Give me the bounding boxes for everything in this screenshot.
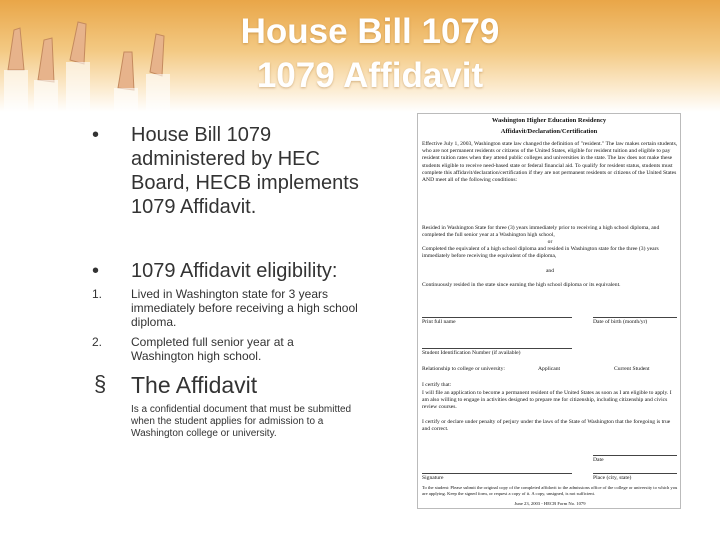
form-footer: To the student: Please submit the original copy of the completed affidavit to the admissions office of the college or university to which you are applying. Keep the signed form, or request a copy of it. A copy, unsigned, is not sufficient.	[422, 485, 678, 496]
bullet-marker: •	[92, 260, 100, 282]
label-relationship: Relationship to college or university:	[422, 366, 505, 372]
section-icon: §	[94, 371, 107, 396]
name-line	[422, 317, 572, 318]
option-current-student: Current Student	[614, 366, 650, 372]
form-certify-text: I will file an application to become a permanent resident of the United States as soon as I am eligible to apply. I am also willing to engage in activities designed to prepare me for citizenship, including citizenship and civics review courses.	[422, 390, 672, 411]
form-perjury: I certify or declare under penalty of perjury under the laws of the State of Washington that the foregoing is true and correct.	[422, 419, 671, 433]
form-or: or	[547, 239, 553, 245]
label-dob: Date of birth (month/yr)	[593, 319, 648, 325]
sid-line	[422, 348, 572, 349]
title-line-2: 1079 Affidavit	[256, 56, 484, 95]
title-line-1: House Bill 1079	[240, 12, 500, 51]
place-line	[593, 473, 677, 474]
date-line	[593, 455, 677, 456]
label-full-name: Print full name	[422, 319, 456, 325]
label-signature: Signature	[422, 475, 444, 481]
label-student-id: Student Identification Number (if available)	[422, 350, 521, 356]
eligibility-item-1: Lived in Washington state for 3 years immediately before receiving a high school diploma.	[131, 287, 358, 329]
numbered-marker: 2.	[92, 335, 103, 349]
affidavit-form-image	[417, 113, 681, 509]
eligibility-item-2: Completed full senior year at a Washington high school.	[131, 335, 294, 363]
bullet-eligibility: 1079 Affidavit eligibility:	[131, 260, 338, 282]
dob-line	[593, 317, 677, 318]
affidavit-heading: The Affidavit	[131, 372, 258, 398]
signature-line	[422, 473, 572, 474]
bullet-hb1079: House Bill 1079 administered by HEC Board, HECB implements 1079 Affidavit.	[131, 124, 359, 218]
option-applicant: Applicant	[538, 366, 561, 372]
form-number: June 23, 2003 - HECB Form No. 1079	[514, 501, 586, 506]
form-certify: I certify that:	[422, 382, 452, 388]
form-condition-2: Completed the equivalent of a high school diploma and resided in Washington state for the three (3) years immediately before receiving the equivalent of the diploma,	[422, 246, 659, 260]
form-heading-2: Affidavit/Declaration/Certification	[500, 128, 598, 135]
form-intro: Effective July 1, 2003, Washington state law changed the definition of "resident." The law makes certain students, who are not permanent residents or citizens of the United States, eligible for resident tuition and eligible to pay resident tuition rates when they attend public colleges and universities in the state. The law does not make these students eligible to receive need-based state or federal financial aid. To qualify for resident status, students must complete this affidavit/declaration/certification if they are not permanent residents or citizens of the United States AND meet all of the following conditions:	[422, 141, 678, 184]
label-date: Date	[593, 457, 604, 463]
bullet-marker: •	[92, 124, 100, 146]
form-condition-3: Continuously resided in the state since earning the high school diploma or its equivalent.	[422, 282, 621, 288]
form-condition-1: Resided in Washington State for three (3) years immediately prior to receiving a high school diploma, and completed the full senior year at a Washington high school,	[422, 225, 660, 239]
label-place: Place (city, state)	[593, 475, 632, 481]
affidavit-description: Is a confidential document that must be submitted when the student applies for admission to a Washington college or university.	[131, 404, 352, 439]
form-heading-1: Washington Higher Education Residency	[491, 117, 607, 124]
numbered-marker: 1.	[92, 287, 103, 301]
form-and: and	[545, 268, 555, 274]
